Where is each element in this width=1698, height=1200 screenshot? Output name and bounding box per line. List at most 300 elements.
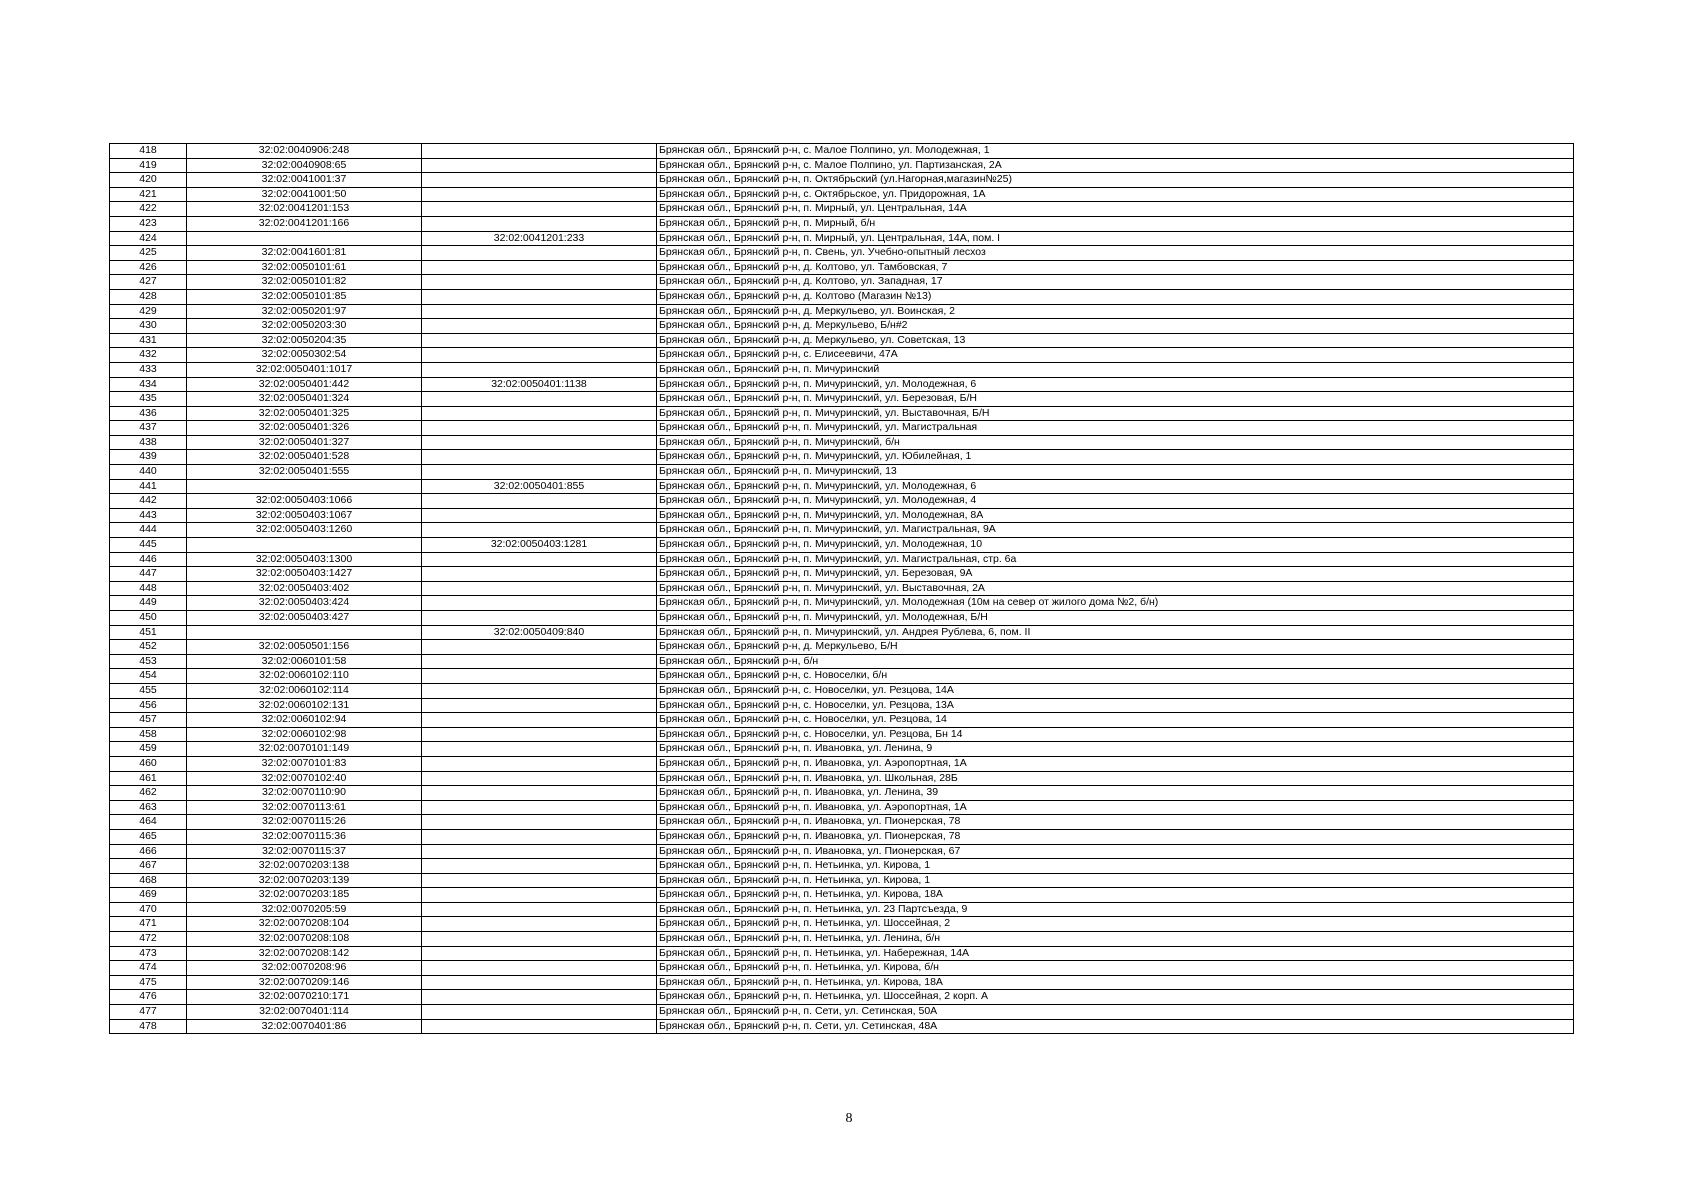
- row-number-cell: 451: [110, 625, 187, 640]
- row-number-cell: 439: [110, 450, 187, 465]
- premises-cadastral-number-cell: [422, 304, 657, 319]
- table-row: [110, 815, 1574, 830]
- table-row: [110, 713, 1574, 728]
- cadastral-number-cell: 32:02:0050201:97: [187, 304, 422, 319]
- premises-cadastral-number-cell: [422, 932, 657, 947]
- cadastral-number-cell: 32:02:0050403:1260: [187, 523, 422, 538]
- table-row: [110, 932, 1574, 947]
- cadastral-number-cell: 32:02:0050101:61: [187, 260, 422, 275]
- premises-cadastral-number-cell: [422, 990, 657, 1005]
- address-cell: Брянская обл., Брянский р-н, п. Нетьинка, ул. 23 Партсъезда, 9: [657, 902, 1574, 917]
- address-cell: Брянская обл., Брянский р-н, п. Мичуринский, ул. Березовая, 9А: [657, 567, 1574, 582]
- table-row: [110, 567, 1574, 582]
- premises-cadastral-number-cell: [422, 800, 657, 815]
- address-cell: Брянская обл., Брянский р-н, с. Малое Полпино, ул. Партизанская, 2А: [657, 158, 1574, 173]
- table-row: [110, 392, 1574, 407]
- table-row: [110, 158, 1574, 173]
- row-number-cell: 477: [110, 1005, 187, 1020]
- row-number-cell: 422: [110, 202, 187, 217]
- premises-cadastral-number-cell: [422, 202, 657, 217]
- address-cell: Брянская обл., Брянский р-н, п. Ивановка, ул. Пионерская, 78: [657, 829, 1574, 844]
- premises-cadastral-number-cell: [422, 435, 657, 450]
- premises-cadastral-number-cell: [422, 289, 657, 304]
- address-cell: Брянская обл., Брянский р-н, с. Малое Полпино, ул. Молодежная, 1: [657, 144, 1574, 159]
- cadastral-number-cell: 32:02:0060102:110: [187, 669, 422, 684]
- cadastral-number-cell: 32:02:0050401:442: [187, 377, 422, 392]
- cadastral-number-cell: 32:02:0070110:90: [187, 786, 422, 801]
- premises-cadastral-number-cell: [422, 319, 657, 334]
- address-cell: Брянская обл., Брянский р-н, п. Нетьинка, ул. Кирова, 18А: [657, 975, 1574, 990]
- address-cell: Брянская обл., Брянский р-н, п. Ивановка, ул. Ленина, 39: [657, 786, 1574, 801]
- cadastral-number-cell: 32:02:0070115:26: [187, 815, 422, 830]
- premises-cadastral-number-cell: [422, 1005, 657, 1020]
- row-number-cell: 453: [110, 654, 187, 669]
- table-row: [110, 231, 1574, 246]
- address-cell: Брянская обл., Брянский р-н, п. Мичуринский, 13: [657, 465, 1574, 480]
- table-row: [110, 1005, 1574, 1020]
- cadastral-number-cell: 32:02:0070208:104: [187, 917, 422, 932]
- premises-cadastral-number-cell: [422, 1019, 657, 1034]
- premises-cadastral-number-cell: [422, 421, 657, 436]
- row-number-cell: 438: [110, 435, 187, 450]
- row-number-cell: 474: [110, 961, 187, 976]
- address-cell: Брянская обл., Брянский р-н, с. Новоселки, б/н: [657, 669, 1574, 684]
- table-row: [110, 362, 1574, 377]
- row-number-cell: 450: [110, 611, 187, 626]
- row-number-cell: 444: [110, 523, 187, 538]
- row-number-cell: 431: [110, 333, 187, 348]
- row-number-cell: 454: [110, 669, 187, 684]
- premises-cadastral-number-cell: [422, 260, 657, 275]
- cadastral-number-cell: [187, 538, 422, 553]
- table-row: [110, 625, 1574, 640]
- row-number-cell: 472: [110, 932, 187, 947]
- row-number-cell: 440: [110, 465, 187, 480]
- address-cell: Брянская обл., Брянский р-н, д. Колтово (Магазин №13): [657, 289, 1574, 304]
- address-cell: Брянская обл., Брянский р-н, п. Свень, ул. Учебно-опытный лесхоз: [657, 246, 1574, 261]
- premises-cadastral-number-cell: [422, 917, 657, 932]
- table-row: [110, 596, 1574, 611]
- row-number-cell: 441: [110, 479, 187, 494]
- row-number-cell: 420: [110, 173, 187, 188]
- cadastral-number-cell: 32:02:0070203:139: [187, 873, 422, 888]
- table-row: [110, 304, 1574, 319]
- cadastral-number-cell: 32:02:0070203:138: [187, 859, 422, 874]
- table-row: [110, 800, 1574, 815]
- address-cell: Брянская обл., Брянский р-н, п. Нетьинка, ул. Кирова, 1: [657, 873, 1574, 888]
- address-cell: Брянская обл., Брянский р-н, с. Новоселки, ул. Резцова, Бн 14: [657, 727, 1574, 742]
- address-cell: Брянская обл., Брянский р-н, п. Мичуринский, ул. Молодежная, 4: [657, 494, 1574, 509]
- premises-cadastral-number-cell: [422, 333, 657, 348]
- cadastral-number-cell: 32:02:0070210:171: [187, 990, 422, 1005]
- row-number-cell: 446: [110, 552, 187, 567]
- row-number-cell: 421: [110, 187, 187, 202]
- table-row: [110, 844, 1574, 859]
- cadastral-number-cell: 32:02:0070205:59: [187, 902, 422, 917]
- premises-cadastral-number-cell: [422, 771, 657, 786]
- cadastral-number-cell: 32:02:0050403:1427: [187, 567, 422, 582]
- cadastral-number-cell: [187, 625, 422, 640]
- cadastral-number-cell: 32:02:0070401:86: [187, 1019, 422, 1034]
- cadastral-number-cell: 32:02:0070209:146: [187, 975, 422, 990]
- address-cell: Брянская обл., Брянский р-н, п. Ивановка, ул. Аэропортная, 1А: [657, 800, 1574, 815]
- table-row: [110, 902, 1574, 917]
- table-row: [110, 450, 1574, 465]
- premises-cadastral-number-cell: [422, 786, 657, 801]
- premises-cadastral-number-cell: [422, 581, 657, 596]
- cadastral-number-cell: 32:02:0050403:424: [187, 596, 422, 611]
- cadastral-number-cell: 32:02:0050401:528: [187, 450, 422, 465]
- address-cell: Брянская обл., Брянский р-н, п. Мичуринский, ул. Выставочная, Б/Н: [657, 406, 1574, 421]
- premises-cadastral-number-cell: [422, 275, 657, 290]
- cadastral-number-cell: 32:02:0070203:185: [187, 888, 422, 903]
- premises-cadastral-number-cell: [422, 654, 657, 669]
- address-cell: Брянская обл., Брянский р-н, п. Мирный, ул. Центральная, 14А: [657, 202, 1574, 217]
- table-row: [110, 771, 1574, 786]
- cadastral-number-cell: 32:02:0050101:82: [187, 275, 422, 290]
- table-row: [110, 246, 1574, 261]
- cadastral-number-cell: 32:02:0050101:85: [187, 289, 422, 304]
- cadastral-number-cell: 32:02:0060102:131: [187, 698, 422, 713]
- row-number-cell: 458: [110, 727, 187, 742]
- table-row: [110, 479, 1574, 494]
- table-row: [110, 552, 1574, 567]
- cadastral-number-cell: 32:02:0050403:1066: [187, 494, 422, 509]
- table-row: [110, 421, 1574, 436]
- cadastral-number-cell: 32:02:0070102:40: [187, 771, 422, 786]
- table-row: [110, 786, 1574, 801]
- table-row: [110, 581, 1574, 596]
- cadastral-number-cell: 32:02:0050401:326: [187, 421, 422, 436]
- cadastral-number-cell: 32:02:0070208:96: [187, 961, 422, 976]
- row-number-cell: 463: [110, 800, 187, 815]
- table-row: [110, 611, 1574, 626]
- address-cell: Брянская обл., Брянский р-н, с. Новоселки, ул. Резцова, 14: [657, 713, 1574, 728]
- premises-cadastral-number-cell: [422, 698, 657, 713]
- row-number-cell: 465: [110, 829, 187, 844]
- table-row: [110, 669, 1574, 684]
- premises-cadastral-number-cell: [422, 158, 657, 173]
- address-cell: Брянская обл., Брянский р-н, п. Ивановка, ул. Аэропортная, 1А: [657, 756, 1574, 771]
- address-cell: Брянская обл., Брянский р-н, п. Сети, ул. Сетинская, 50А: [657, 1005, 1574, 1020]
- premises-cadastral-number-cell: 32:02:0041201:233: [422, 231, 657, 246]
- address-cell: Брянская обл., Брянский р-н, п. Нетьинка, ул. Кирова, б/н: [657, 961, 1574, 976]
- premises-cadastral-number-cell: [422, 756, 657, 771]
- row-number-cell: 448: [110, 581, 187, 596]
- address-cell: Брянская обл., Брянский р-н, п. Нетьинка, ул. Набережная, 14А: [657, 946, 1574, 961]
- cadastral-number-cell: 32:02:0050403:1300: [187, 552, 422, 567]
- row-number-cell: 424: [110, 231, 187, 246]
- cadastral-number-cell: 32:02:0041601:81: [187, 246, 422, 261]
- cadastral-number-cell: 32:02:0070401:114: [187, 1005, 422, 1020]
- cadastral-number-cell: 32:02:0070101:83: [187, 756, 422, 771]
- row-number-cell: 433: [110, 362, 187, 377]
- row-number-cell: 464: [110, 815, 187, 830]
- premises-cadastral-number-cell: [422, 465, 657, 480]
- cadastral-number-cell: [187, 479, 422, 494]
- row-number-cell: 430: [110, 319, 187, 334]
- cadastral-number-cell: 32:02:0060102:114: [187, 683, 422, 698]
- address-cell: Брянская обл., Брянский р-н, с. Елисеевичи, 47А: [657, 348, 1574, 363]
- premises-cadastral-number-cell: [422, 187, 657, 202]
- cadastral-number-cell: 32:02:0050203:30: [187, 319, 422, 334]
- row-number-cell: 418: [110, 144, 187, 159]
- address-cell: Брянская обл., Брянский р-н, д. Колтово, ул. Западная, 17: [657, 275, 1574, 290]
- cadastral-number-cell: 32:02:0060102:98: [187, 727, 422, 742]
- table-row: [110, 742, 1574, 757]
- premises-cadastral-number-cell: [422, 450, 657, 465]
- address-cell: Брянская обл., Брянский р-н, б/н: [657, 654, 1574, 669]
- address-cell: Брянская обл., Брянский р-н, п. Мичуринский, ул. Молодежная, 6: [657, 377, 1574, 392]
- cadastral-number-cell: 32:02:0041201:166: [187, 216, 422, 231]
- address-cell: Брянская обл., Брянский р-н, п. Нетьинка, ул. Шоссейная, 2 корп. А: [657, 990, 1574, 1005]
- premises-cadastral-number-cell: [422, 596, 657, 611]
- address-cell: Брянская обл., Брянский р-н, п. Нетьинка, ул. Кирова, 1: [657, 859, 1574, 874]
- address-cell: Брянская обл., Брянский р-н, п. Мирный, б/н: [657, 216, 1574, 231]
- row-number-cell: 445: [110, 538, 187, 553]
- table-row: [110, 698, 1574, 713]
- table-row: [110, 538, 1574, 553]
- premises-cadastral-number-cell: [422, 669, 657, 684]
- address-cell: Брянская обл., Брянский р-н, п. Октябрьский (ул.Нагорная,магазин№25): [657, 173, 1574, 188]
- address-cell: Брянская обл., Брянский р-н, п. Ивановка, ул. Пионерская, 67: [657, 844, 1574, 859]
- address-cell: Брянская обл., Брянский р-н, д. Меркульево, Б/Н: [657, 640, 1574, 655]
- premises-cadastral-number-cell: [422, 216, 657, 231]
- address-cell: Брянская обл., Брянский р-н, п. Мичуринский, ул. Молодежная, Б/Н: [657, 611, 1574, 626]
- cadastral-number-cell: 32:02:0070208:108: [187, 932, 422, 947]
- cadastral-number-cell: 32:02:0070208:142: [187, 946, 422, 961]
- page-number: 8: [845, 1111, 853, 1126]
- address-cell: Брянская обл., Брянский р-н, п. Нетьинка, ул. Шоссейная, 2: [657, 917, 1574, 932]
- cadastral-number-cell: 32:02:0070113:61: [187, 800, 422, 815]
- premises-cadastral-number-cell: [422, 508, 657, 523]
- row-number-cell: 459: [110, 742, 187, 757]
- table-row: [110, 319, 1574, 334]
- cadastral-number-cell: 32:02:0050403:427: [187, 611, 422, 626]
- cadastral-number-cell: 32:02:0050401:555: [187, 465, 422, 480]
- address-cell: Брянская обл., Брянский р-н, п. Мичуринский, ул. Молодежная, 10: [657, 538, 1574, 553]
- row-number-cell: 434: [110, 377, 187, 392]
- premises-cadastral-number-cell: [422, 406, 657, 421]
- table-row: [110, 961, 1574, 976]
- table-row: [110, 523, 1574, 538]
- row-number-cell: 429: [110, 304, 187, 319]
- address-cell: Брянская обл., Брянский р-н, п. Мирный, ул. Центральная, 14А, пом. I: [657, 231, 1574, 246]
- table-row: [110, 275, 1574, 290]
- row-number-cell: 428: [110, 289, 187, 304]
- premises-cadastral-number-cell: [422, 348, 657, 363]
- premises-cadastral-number-cell: [422, 961, 657, 976]
- row-number-cell: 466: [110, 844, 187, 859]
- table-row: [110, 348, 1574, 363]
- table-row: [110, 640, 1574, 655]
- premises-cadastral-number-cell: [422, 362, 657, 377]
- table-row: [110, 333, 1574, 348]
- table-row: [110, 756, 1574, 771]
- cadastral-number-cell: 32:02:0050401:1017: [187, 362, 422, 377]
- table-row: [110, 946, 1574, 961]
- address-cell: Брянская обл., Брянский р-н, д. Меркульево, Б/н#2: [657, 319, 1574, 334]
- address-cell: Брянская обл., Брянский р-н, п. Нетьинка, ул. Кирова, 18А: [657, 888, 1574, 903]
- cadastral-number-cell: 32:02:0041001:50: [187, 187, 422, 202]
- row-number-cell: 461: [110, 771, 187, 786]
- premises-cadastral-number-cell: [422, 640, 657, 655]
- premises-cadastral-number-cell: [422, 829, 657, 844]
- address-cell: Брянская обл., Брянский р-н, п. Мичуринский: [657, 362, 1574, 377]
- premises-cadastral-number-cell: 32:02:0050401:1138: [422, 377, 657, 392]
- row-number-cell: 442: [110, 494, 187, 509]
- table-row: [110, 888, 1574, 903]
- address-cell: Брянская обл., Брянский р-н, п. Мичуринский, ул. Выставочная, 2А: [657, 581, 1574, 596]
- cadastral-number-cell: 32:02:0070115:37: [187, 844, 422, 859]
- row-number-cell: 456: [110, 698, 187, 713]
- address-cell: Брянская обл., Брянский р-н, п. Мичуринский, ул. Молодежная (10м на север от жилого дома №2, б/н): [657, 596, 1574, 611]
- premises-cadastral-number-cell: 32:02:0050409:840: [422, 625, 657, 640]
- row-number-cell: 468: [110, 873, 187, 888]
- row-number-cell: 476: [110, 990, 187, 1005]
- row-number-cell: 475: [110, 975, 187, 990]
- premises-cadastral-number-cell: [422, 611, 657, 626]
- row-number-cell: 460: [110, 756, 187, 771]
- cadastral-number-cell: [187, 231, 422, 246]
- table-row: [110, 465, 1574, 480]
- table-row: [110, 859, 1574, 874]
- table-row: [110, 289, 1574, 304]
- row-number-cell: 470: [110, 902, 187, 917]
- address-cell: Брянская обл., Брянский р-н, п. Мичуринский, ул. Магистральная, 9А: [657, 523, 1574, 538]
- row-number-cell: 443: [110, 508, 187, 523]
- row-number-cell: 462: [110, 786, 187, 801]
- row-number-cell: 427: [110, 275, 187, 290]
- cadastral-number-cell: 32:02:0050401:325: [187, 406, 422, 421]
- cadastral-number-cell: 32:02:0041201:153: [187, 202, 422, 217]
- table-row: [110, 727, 1574, 742]
- premises-cadastral-number-cell: [422, 713, 657, 728]
- address-cell: Брянская обл., Брянский р-н, д. Меркульево, ул. Советская, 13: [657, 333, 1574, 348]
- address-cell: Брянская обл., Брянский р-н, п. Мичуринский, ул. Андрея Рублева, 6, пом. II: [657, 625, 1574, 640]
- cadastral-number-cell: 32:02:0070115:36: [187, 829, 422, 844]
- row-number-cell: 471: [110, 917, 187, 932]
- address-cell: Брянская обл., Брянский р-н, п. Сети, ул. Сетинская, 48А: [657, 1019, 1574, 1034]
- cadastral-number-cell: 32:02:0060101:58: [187, 654, 422, 669]
- cadastral-number-cell: 32:02:0070101:149: [187, 742, 422, 757]
- premises-cadastral-number-cell: [422, 523, 657, 538]
- row-number-cell: 432: [110, 348, 187, 363]
- cadastral-number-cell: 32:02:0041001:37: [187, 173, 422, 188]
- table-row: [110, 144, 1574, 159]
- row-number-cell: 435: [110, 392, 187, 407]
- cadastral-number-cell: 32:02:0050302:54: [187, 348, 422, 363]
- premises-cadastral-number-cell: [422, 873, 657, 888]
- cadastral-number-cell: 32:02:0050501:156: [187, 640, 422, 655]
- address-cell: Брянская обл., Брянский р-н, п. Мичуринский, ул. Молодежная, 6: [657, 479, 1574, 494]
- address-cell: Брянская обл., Брянский р-н, п. Ивановка, ул. Школьная, 28Б: [657, 771, 1574, 786]
- address-cell: Брянская обл., Брянский р-н, с. Октябрьское, ул. Придорожная, 1А: [657, 187, 1574, 202]
- row-number-cell: 469: [110, 888, 187, 903]
- premises-cadastral-number-cell: [422, 567, 657, 582]
- premises-cadastral-number-cell: 32:02:0050401:855: [422, 479, 657, 494]
- row-number-cell: 452: [110, 640, 187, 655]
- premises-cadastral-number-cell: [422, 144, 657, 159]
- row-number-cell: 478: [110, 1019, 187, 1034]
- premises-cadastral-number-cell: [422, 859, 657, 874]
- registry-table: [109, 143, 1574, 1034]
- cadastral-number-cell: 32:02:0050403:1067: [187, 508, 422, 523]
- premises-cadastral-number-cell: [422, 246, 657, 261]
- table-row: [110, 917, 1574, 932]
- table-row: [110, 406, 1574, 421]
- premises-cadastral-number-cell: [422, 815, 657, 830]
- table-row: [110, 508, 1574, 523]
- premises-cadastral-number-cell: [422, 844, 657, 859]
- row-number-cell: 437: [110, 421, 187, 436]
- row-number-cell: 457: [110, 713, 187, 728]
- table-row: [110, 216, 1574, 231]
- table-row: [110, 654, 1574, 669]
- address-cell: Брянская обл., Брянский р-н, п. Ивановка, ул. Ленина, 9: [657, 742, 1574, 757]
- cadastral-number-cell: 32:02:0040908:65: [187, 158, 422, 173]
- cadastral-number-cell: 32:02:0050204:35: [187, 333, 422, 348]
- table-row: [110, 202, 1574, 217]
- premises-cadastral-number-cell: [422, 888, 657, 903]
- address-cell: Брянская обл., Брянский р-н, п. Мичуринский, ул. Магистральная, стр. 6а: [657, 552, 1574, 567]
- address-cell: Брянская обл., Брянский р-н, д. Колтово, ул. Тамбовская, 7: [657, 260, 1574, 275]
- row-number-cell: 455: [110, 683, 187, 698]
- table-row: [110, 187, 1574, 202]
- address-cell: Брянская обл., Брянский р-н, п. Мичуринский, ул. Юбилейная, 1: [657, 450, 1574, 465]
- address-cell: Брянская обл., Брянский р-н, п. Мичуринский, ул. Молодежная, 8А: [657, 508, 1574, 523]
- premises-cadastral-number-cell: 32:02:0050403:1281: [422, 538, 657, 553]
- premises-cadastral-number-cell: [422, 552, 657, 567]
- registry-table-body: [110, 144, 1574, 1034]
- premises-cadastral-number-cell: [422, 173, 657, 188]
- premises-cadastral-number-cell: [422, 946, 657, 961]
- table-row: [110, 683, 1574, 698]
- row-number-cell: 447: [110, 567, 187, 582]
- table-row: [110, 260, 1574, 275]
- address-cell: Брянская обл., Брянский р-н, п. Ивановка, ул. Пионерская, 78: [657, 815, 1574, 830]
- table-row: [110, 377, 1574, 392]
- table-row: [110, 975, 1574, 990]
- address-cell: Брянская обл., Брянский р-н, д. Меркульево, ул. Воинская, 2: [657, 304, 1574, 319]
- address-cell: Брянская обл., Брянский р-н, с. Новоселки, ул. Резцова, 14А: [657, 683, 1574, 698]
- row-number-cell: 449: [110, 596, 187, 611]
- table-row: [110, 435, 1574, 450]
- address-cell: Брянская обл., Брянский р-н, п. Нетьинка, ул. Ленина, б/н: [657, 932, 1574, 947]
- premises-cadastral-number-cell: [422, 392, 657, 407]
- premises-cadastral-number-cell: [422, 494, 657, 509]
- cadastral-number-cell: 32:02:0040906:248: [187, 144, 422, 159]
- row-number-cell: 425: [110, 246, 187, 261]
- table-row: [110, 1019, 1574, 1034]
- address-cell: Брянская обл., Брянский р-н, п. Мичуринский, б/н: [657, 435, 1574, 450]
- row-number-cell: 473: [110, 946, 187, 961]
- premises-cadastral-number-cell: [422, 683, 657, 698]
- premises-cadastral-number-cell: [422, 742, 657, 757]
- row-number-cell: 467: [110, 859, 187, 874]
- premises-cadastral-number-cell: [422, 902, 657, 917]
- address-cell: Брянская обл., Брянский р-н, п. Мичуринский, ул. Березовая, Б/Н: [657, 392, 1574, 407]
- table-row: [110, 829, 1574, 844]
- row-number-cell: 419: [110, 158, 187, 173]
- table-row: [110, 494, 1574, 509]
- cadastral-number-cell: 32:02:0050401:327: [187, 435, 422, 450]
- premises-cadastral-number-cell: [422, 727, 657, 742]
- table-row: [110, 990, 1574, 1005]
- row-number-cell: 426: [110, 260, 187, 275]
- cadastral-number-cell: 32:02:0050401:324: [187, 392, 422, 407]
- cadastral-number-cell: 32:02:0060102:94: [187, 713, 422, 728]
